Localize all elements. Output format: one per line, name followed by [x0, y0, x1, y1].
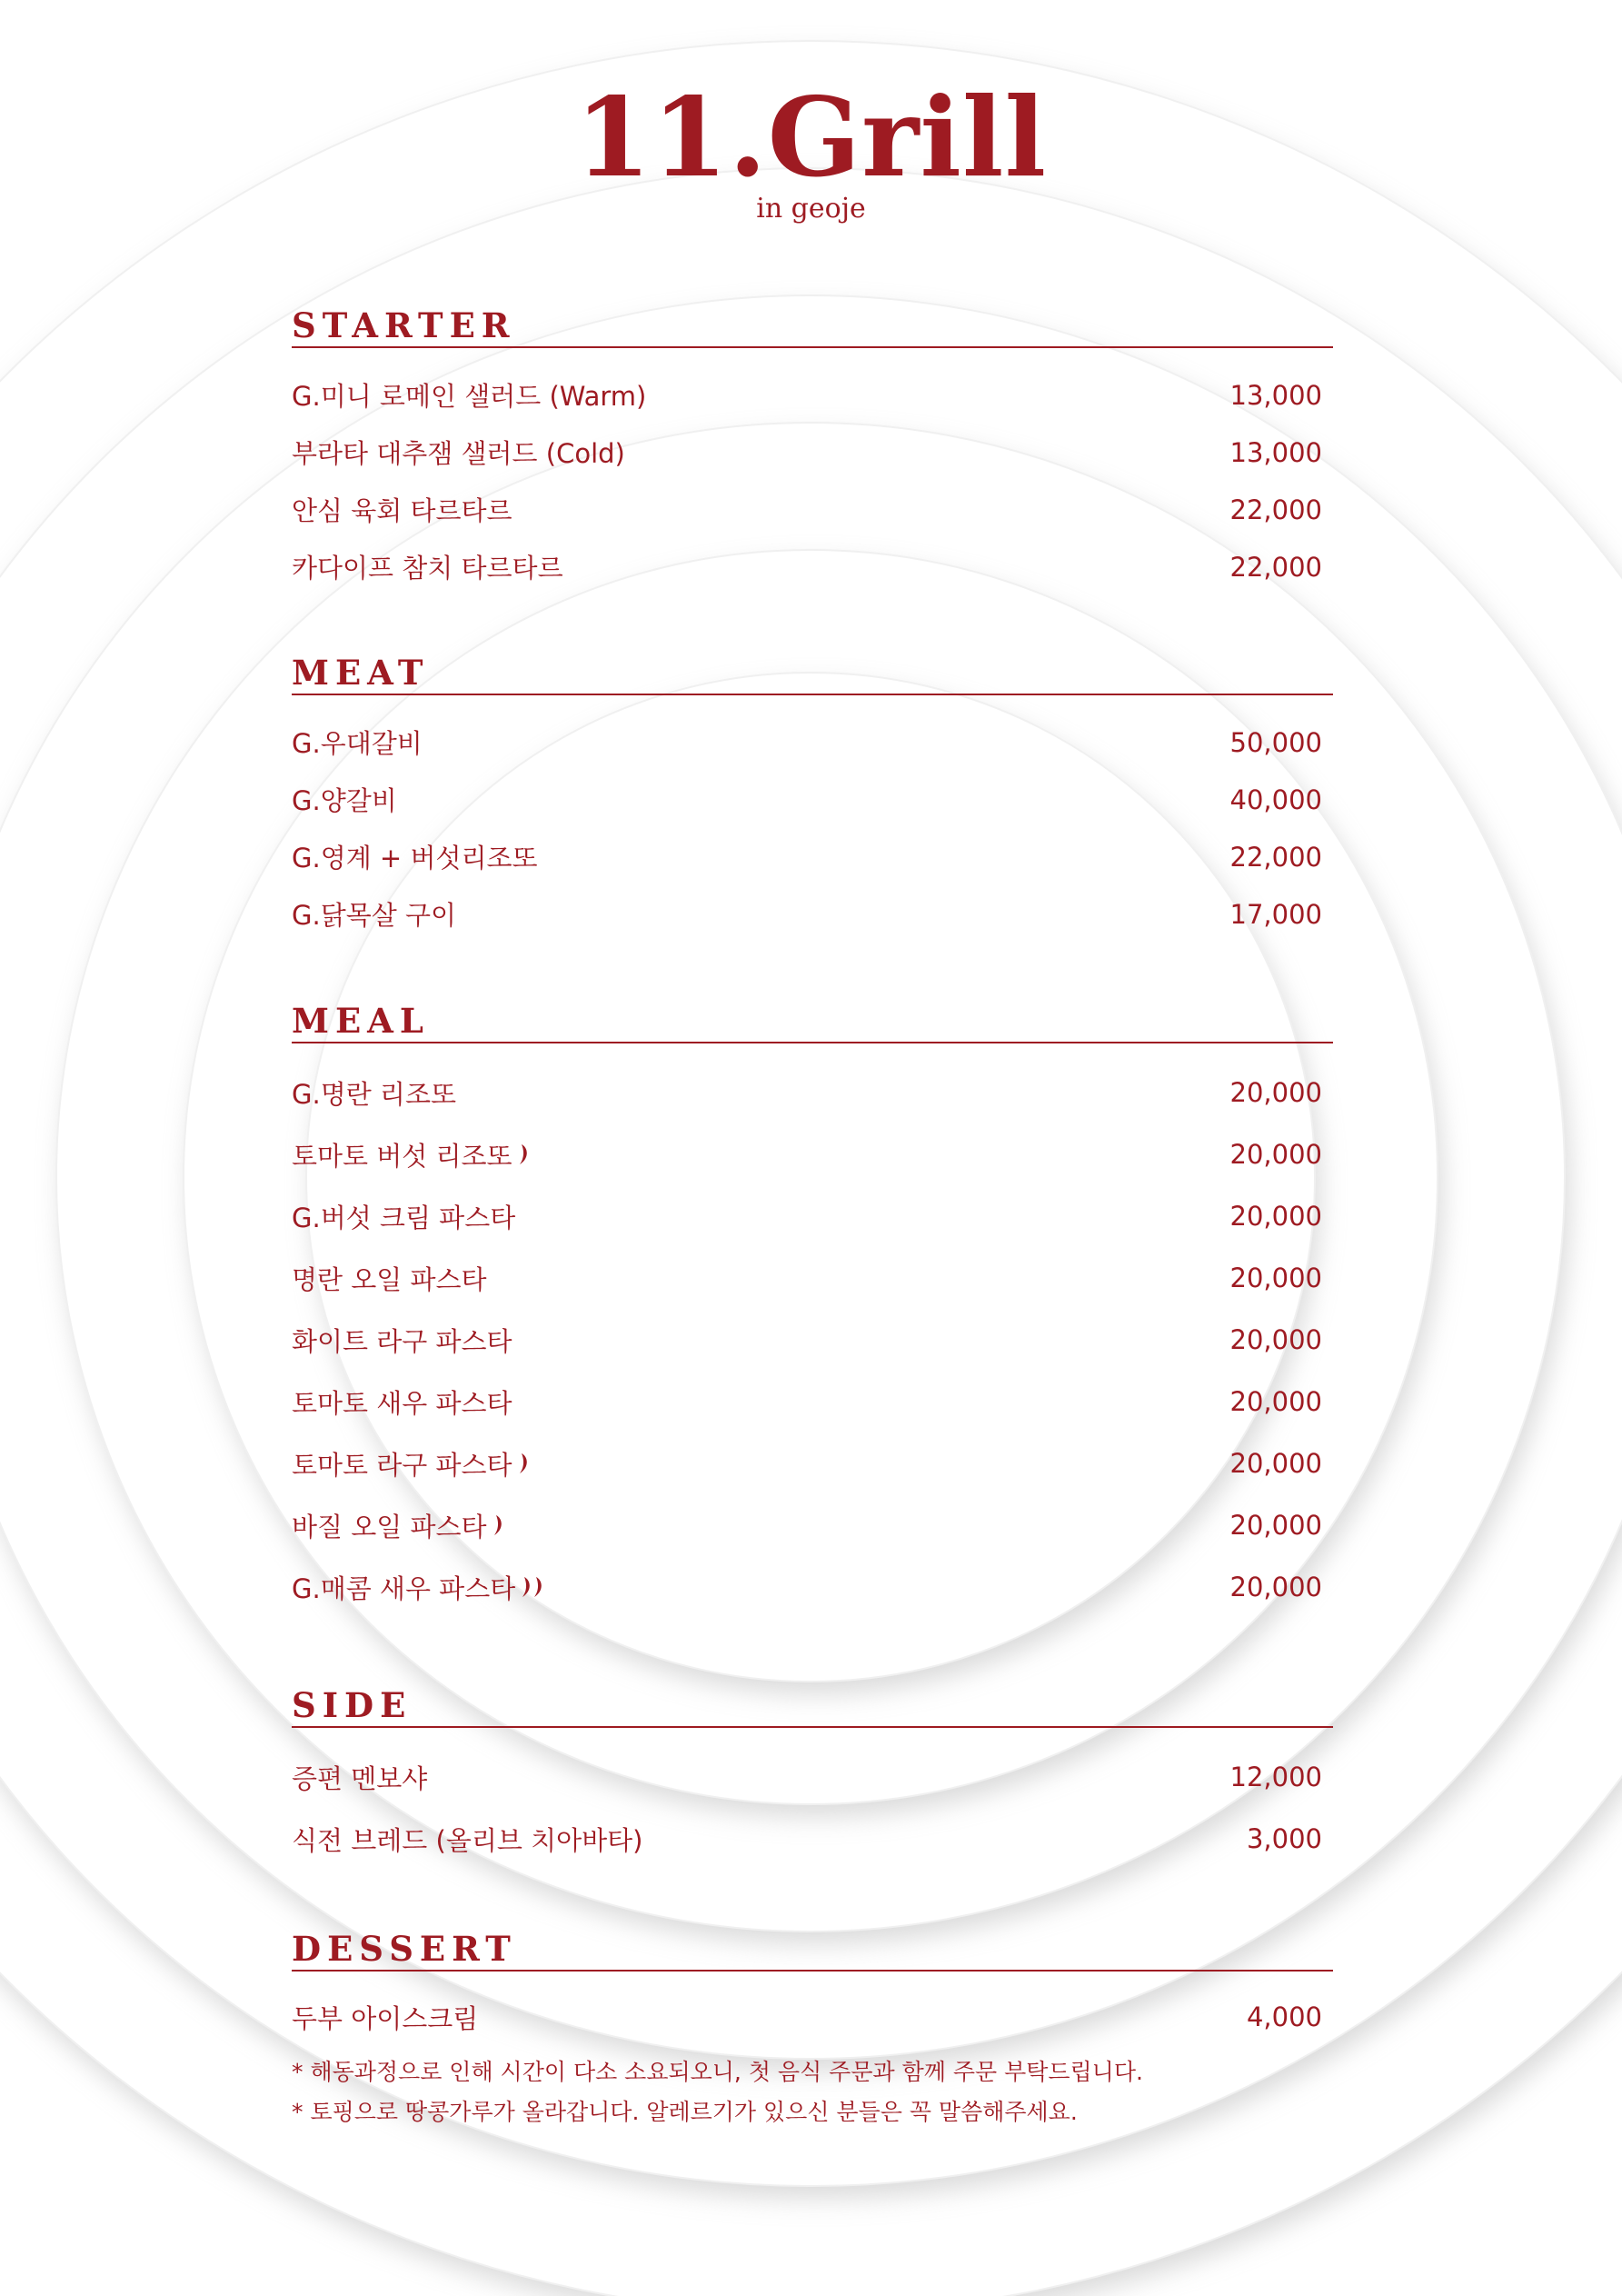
menu-item-price: 20,000: [1229, 1386, 1322, 1417]
menu-item: [292, 1808, 1333, 1870]
section-divider: [292, 1970, 1333, 1972]
menu-item: [292, 1371, 1333, 1433]
section-side: [292, 1684, 1333, 1870]
menu-item: [292, 1433, 1333, 1494]
chili-pepper-icon: [532, 1576, 542, 1598]
menu-item-price: 22,000: [1229, 494, 1322, 525]
menu-item-price: 20,000: [1229, 1324, 1322, 1355]
menu-item-price: 20,000: [1229, 1448, 1322, 1479]
section-title: MEAT: [292, 653, 430, 693]
menu-item: [292, 1123, 1333, 1185]
chili-pepper-icon: [518, 1452, 528, 1474]
menu-item-price: 17,000: [1229, 898, 1322, 930]
menu-item: [292, 1746, 1333, 1808]
menu-list: [292, 366, 1333, 595]
menu-item-price: 20,000: [1229, 1201, 1322, 1232]
menu-item-name: G.버섯 크림 파스타: [292, 1202, 516, 1233]
menu-list: [292, 1990, 1333, 2044]
menu-item-name: 화이트 라구 파스타: [292, 1325, 512, 1357]
menu-item: [292, 1247, 1333, 1309]
menu-item: [292, 1185, 1333, 1247]
menu-item-name: 부라타 대추잼 샐러드 (Cold): [292, 438, 625, 469]
menu-item-price: 20,000: [1229, 1139, 1322, 1170]
menu-item-price: 13,000: [1229, 436, 1322, 468]
menu-item-name: 명란 오일 파스타: [292, 1263, 487, 1295]
menu-item-name: 두부 아이스크림: [292, 2002, 479, 2034]
menu-item: [292, 366, 1333, 424]
menu-item-price: 3,000: [1246, 1823, 1322, 1854]
menu-list: [292, 714, 1333, 943]
allergy-notes: [292, 2052, 1333, 2132]
menu-list: [292, 1062, 1333, 1618]
menu-item-price: 12,000: [1229, 1762, 1322, 1792]
section-divider: [292, 1042, 1333, 1043]
menu-item-name: 안심 육회 타르타르: [292, 495, 512, 526]
chili-pepper-icon: [518, 1143, 528, 1165]
section-dessert: [292, 1928, 1333, 2044]
menu-item: [292, 1990, 1333, 2044]
menu-item-price: 22,000: [1229, 551, 1322, 583]
menu-item: [292, 424, 1333, 481]
menu-item-name: 식전 브레드 (올리브 치아바타): [292, 1824, 643, 1856]
menu-item-name: G.매콤 새우 파스타: [292, 1569, 542, 1606]
menu-item: [292, 885, 1333, 943]
note-line: * 토핑으로 땅콩가루가 올라갑니다. 알레르기가 있으신 분들은 꼭 말씀해주세요.: [292, 2099, 1078, 2125]
section-title: DESSERT: [292, 1929, 517, 1969]
menu-item-price: 50,000: [1229, 726, 1322, 758]
menu-item-price: 13,000: [1229, 379, 1322, 411]
menu-item-name: G.양갈비: [292, 785, 397, 816]
menu-item-name: G.영계 + 버섯리조또: [292, 843, 538, 873]
menu-item-name: G.닭목살 구이: [292, 900, 456, 931]
menu-item-price: 20,000: [1229, 1510, 1322, 1541]
section-divider: [292, 346, 1333, 348]
menu-list: [292, 1746, 1333, 1870]
section-title: SIDE: [292, 1685, 413, 1725]
section-meal: [292, 1000, 1333, 1618]
menu-item-price: 20,000: [1229, 1077, 1322, 1108]
section-meat: [292, 652, 1333, 943]
menu-item-name: 토마토 라구 파스타: [292, 1445, 528, 1482]
menu-item-price: 22,000: [1229, 841, 1322, 873]
menu-item: [292, 538, 1333, 595]
menu-item-name: 증편 멘보샤: [292, 1762, 428, 1794]
menu-item: [292, 1494, 1333, 1556]
menu-item-price: 4,000: [1246, 2002, 1322, 2032]
section-title: STARTER: [292, 305, 516, 345]
menu-item: [292, 1309, 1333, 1371]
menu-item-name: G.미니 로메인 샐러드 (Warm): [292, 381, 647, 412]
menu-item-name: 토마토 버섯 리조또: [292, 1136, 528, 1173]
menu-item: [292, 771, 1333, 828]
menu-item: [292, 481, 1333, 538]
note-line: * 해동과정으로 인해 시간이 다소 소요되오니, 첫 음식 주문과 함께 주문 부탁드립니다.: [292, 2059, 1143, 2085]
menu-item: [292, 714, 1333, 771]
section-divider: [292, 1726, 1333, 1728]
section-title: MEAL: [292, 1001, 430, 1041]
chili-pepper-icon: [521, 1576, 531, 1598]
menu-item-price: 20,000: [1229, 1572, 1322, 1602]
restaurant-logo-title: 11.Grill: [574, 74, 1048, 202]
menu-item-name: 토마토 새우 파스타: [292, 1387, 512, 1419]
menu-item-name: 카다이프 참치 타르타르: [292, 553, 563, 584]
menu-item: [292, 828, 1333, 885]
menu-item-price: 40,000: [1229, 784, 1322, 815]
section-starter: [292, 304, 1333, 595]
menu-item-price: 20,000: [1229, 1263, 1322, 1293]
restaurant-location-subtitle: in geoje: [756, 193, 866, 225]
menu-item-name: G.명란 리조또: [292, 1078, 456, 1110]
menu-item: [292, 1556, 1333, 1618]
menu-item: [292, 1062, 1333, 1123]
chili-pepper-icon: [493, 1514, 503, 1536]
menu-item-name: 바질 오일 파스타: [292, 1507, 503, 1544]
section-divider: [292, 694, 1333, 695]
menu-item-name: G.우대갈비: [292, 728, 423, 759]
